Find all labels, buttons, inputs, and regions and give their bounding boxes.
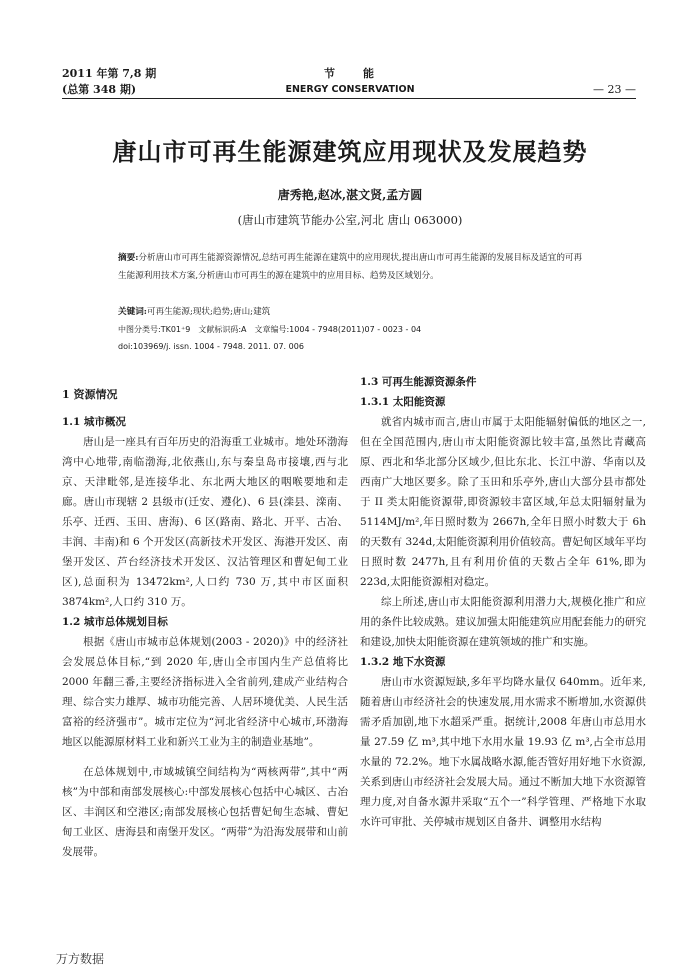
journal-title-cn: 节 能 [324,67,376,80]
watermark: 万方数据 [56,952,105,966]
keywords-label: 关键词: [118,307,147,317]
journal-title-en: ENERGY CONSERVATION [285,84,415,95]
section-heading-1-2: 1.2 城市总体规划目标 [62,616,168,628]
paragraph-solar-summary: 综上所述,唐山市太阳能资源利用潜力大,规模化推广和应用的条件比较成熟。建议加强太阳能建筑应用配套能力的研究和建设,加快太阳能资源在建筑领域的推广和实施。 [360,596,646,648]
header-rule [62,98,636,99]
issue-label: 2011 年第 7,8 期 [62,67,157,80]
page-number: — 23 — [593,83,636,96]
doi-line: doi:103969/j. issn. 1004 - 7948. 2011. 07. 006 [118,342,304,351]
paragraph-spatial-structure: 在总体规划中,市域城镇空间结构为“两核两带”,其中“两核”为中部和南部发展核心:中部发展核心包括中心城区、古冶区、丰润区和空港区;南部发展核心包括曹妃甸生态城、曹妃甸工业区、唐海县和南堡开发区。“两带”为沿海发展带和山前发展带。 [62,766,348,858]
classification-line: 中图分类号:TK01⁺9 文献标识码:A 文章编号:1004 - 7948(2011)07 - 0023 - 04 [118,325,422,334]
abstract-label: 摘要: [118,253,139,263]
paragraph-planning-goal: 根据《唐山市城市总体规划(2003 - 2020)》中的经济社会发展总体目标,“到 2020 年,唐山全市国内生产总值将比 2000 年翻三番,主要经济指标进入全省前列,建成产业结构合理、综合实力雄厚、城市功能完善、人居环境优美、人民生活富裕的经济强市”。城市定位为“河北省经济中心城市,环渤海地区以能源原材料工业和新兴工业为主的制造业基地”。 [62,636,348,748]
paragraph-groundwater: 唐山市水资源短缺,多年平均降水量仅 640mm。近年来,随着唐山市经济社会的快速发展,用水需求不断增加,水资源供需矛盾加剧,地下水超采严重。据统计,2008 年唐山市总用水量 27.59 亿 m³,其中地下水用水量 19.93 亿 m³,占全市总用水量的 72.2%。地下水属战略水源,能否管好用好地下水资源,关系到唐山市经济社会发展大局。通过不断加大地下水资源管理力度,对自备水源井采取“五个一”科学管理、严格地下水取水许可审批、关停城市规划区自备井、调整用水结构 [360,676,646,828]
article-title: 唐山市可再生能源建筑应用现状及发展趋势 [112,137,588,166]
section-heading-1: 1 资源情况 [62,388,118,401]
total-issue-label: (总第 348 期) [62,83,137,96]
keywords-text: 可再生能源;现状;趋势;唐山;建筑 [146,307,271,317]
section-heading-1-3-2: 1.3.2 地下水资源 [360,656,446,668]
paragraph-city-overview: 唐山是一座具有百年历史的沿海重工业城市。地处环渤海湾中心地带,南临渤海,北依燕山,东与秦皇岛市接壤,西与北京、天津毗邻,是连接华北、东北两大地区的咽喉要地和走廊。唐山市现辖 2 县级市(迁安、遵化)、6 县(滦县、滦南、乐亭、迁西、玉田、唐海)、6 区(路南、路北、开平、古冶、丰润、丰南)和 6 个开发区(高新技术开发区、海港开发区、南堡开发区、芦台经济技术开发区、汉沽管理区和曹妃甸工业区),总面积为 13472km²,人口约 730 万,其中市区面积 3874km²,人口约 310 万。 [62,436,348,608]
article-affiliation: (唐山市建筑节能办公室,河北 唐山 063000) [237,213,463,227]
paragraph-solar-resources: 就省内城市而言,唐山市属于太阳能辐射偏低的地区之一,但在全国范围内,唐山市太阳能资源比较丰富,虽然比青藏高原、西北和华北部分区域少,但比东北、长江中游、华南以及西南广大地区要多。除了玉田和乐亭外,唐山大部分县市都处于 II 类太阳能资源带,即资源较丰富区域,年总太阳辐射量为 5114MJ/m²,年日照时数为 2667h,全年日照小时数大于 6h 的天数有 324d,太阳能资源利用价值较高。曹妃甸区域年平均日照时数 2477h,且有利用价值的天数占全年 61%,即为 223d,太阳能资源相对稳定。 [360,416,646,588]
abstract [118,250,590,285]
article-authors: 唐秀艳,赵冰,湛文贤,孟方圆 [277,188,423,202]
section-heading-1-3: 1.3 可再生能源资源条件 [360,376,477,388]
abstract-text: 分析唐山市可再生能源资源情况,总结可再生能源在建筑中的应用现状,提出唐山市可再生能源的发展目标及适宜的可再生能源利用技术方案,分析唐山市可再生的源在建筑中的应用目标、趋势及区域划分。 [118,253,583,281]
left-column [62,384,348,862]
keywords [118,304,590,322]
section-heading-1-1: 1.1 城市概况 [62,416,126,428]
right-column [360,372,646,832]
section-heading-1-3-1: 1.3.1 太阳能资源 [360,396,446,408]
